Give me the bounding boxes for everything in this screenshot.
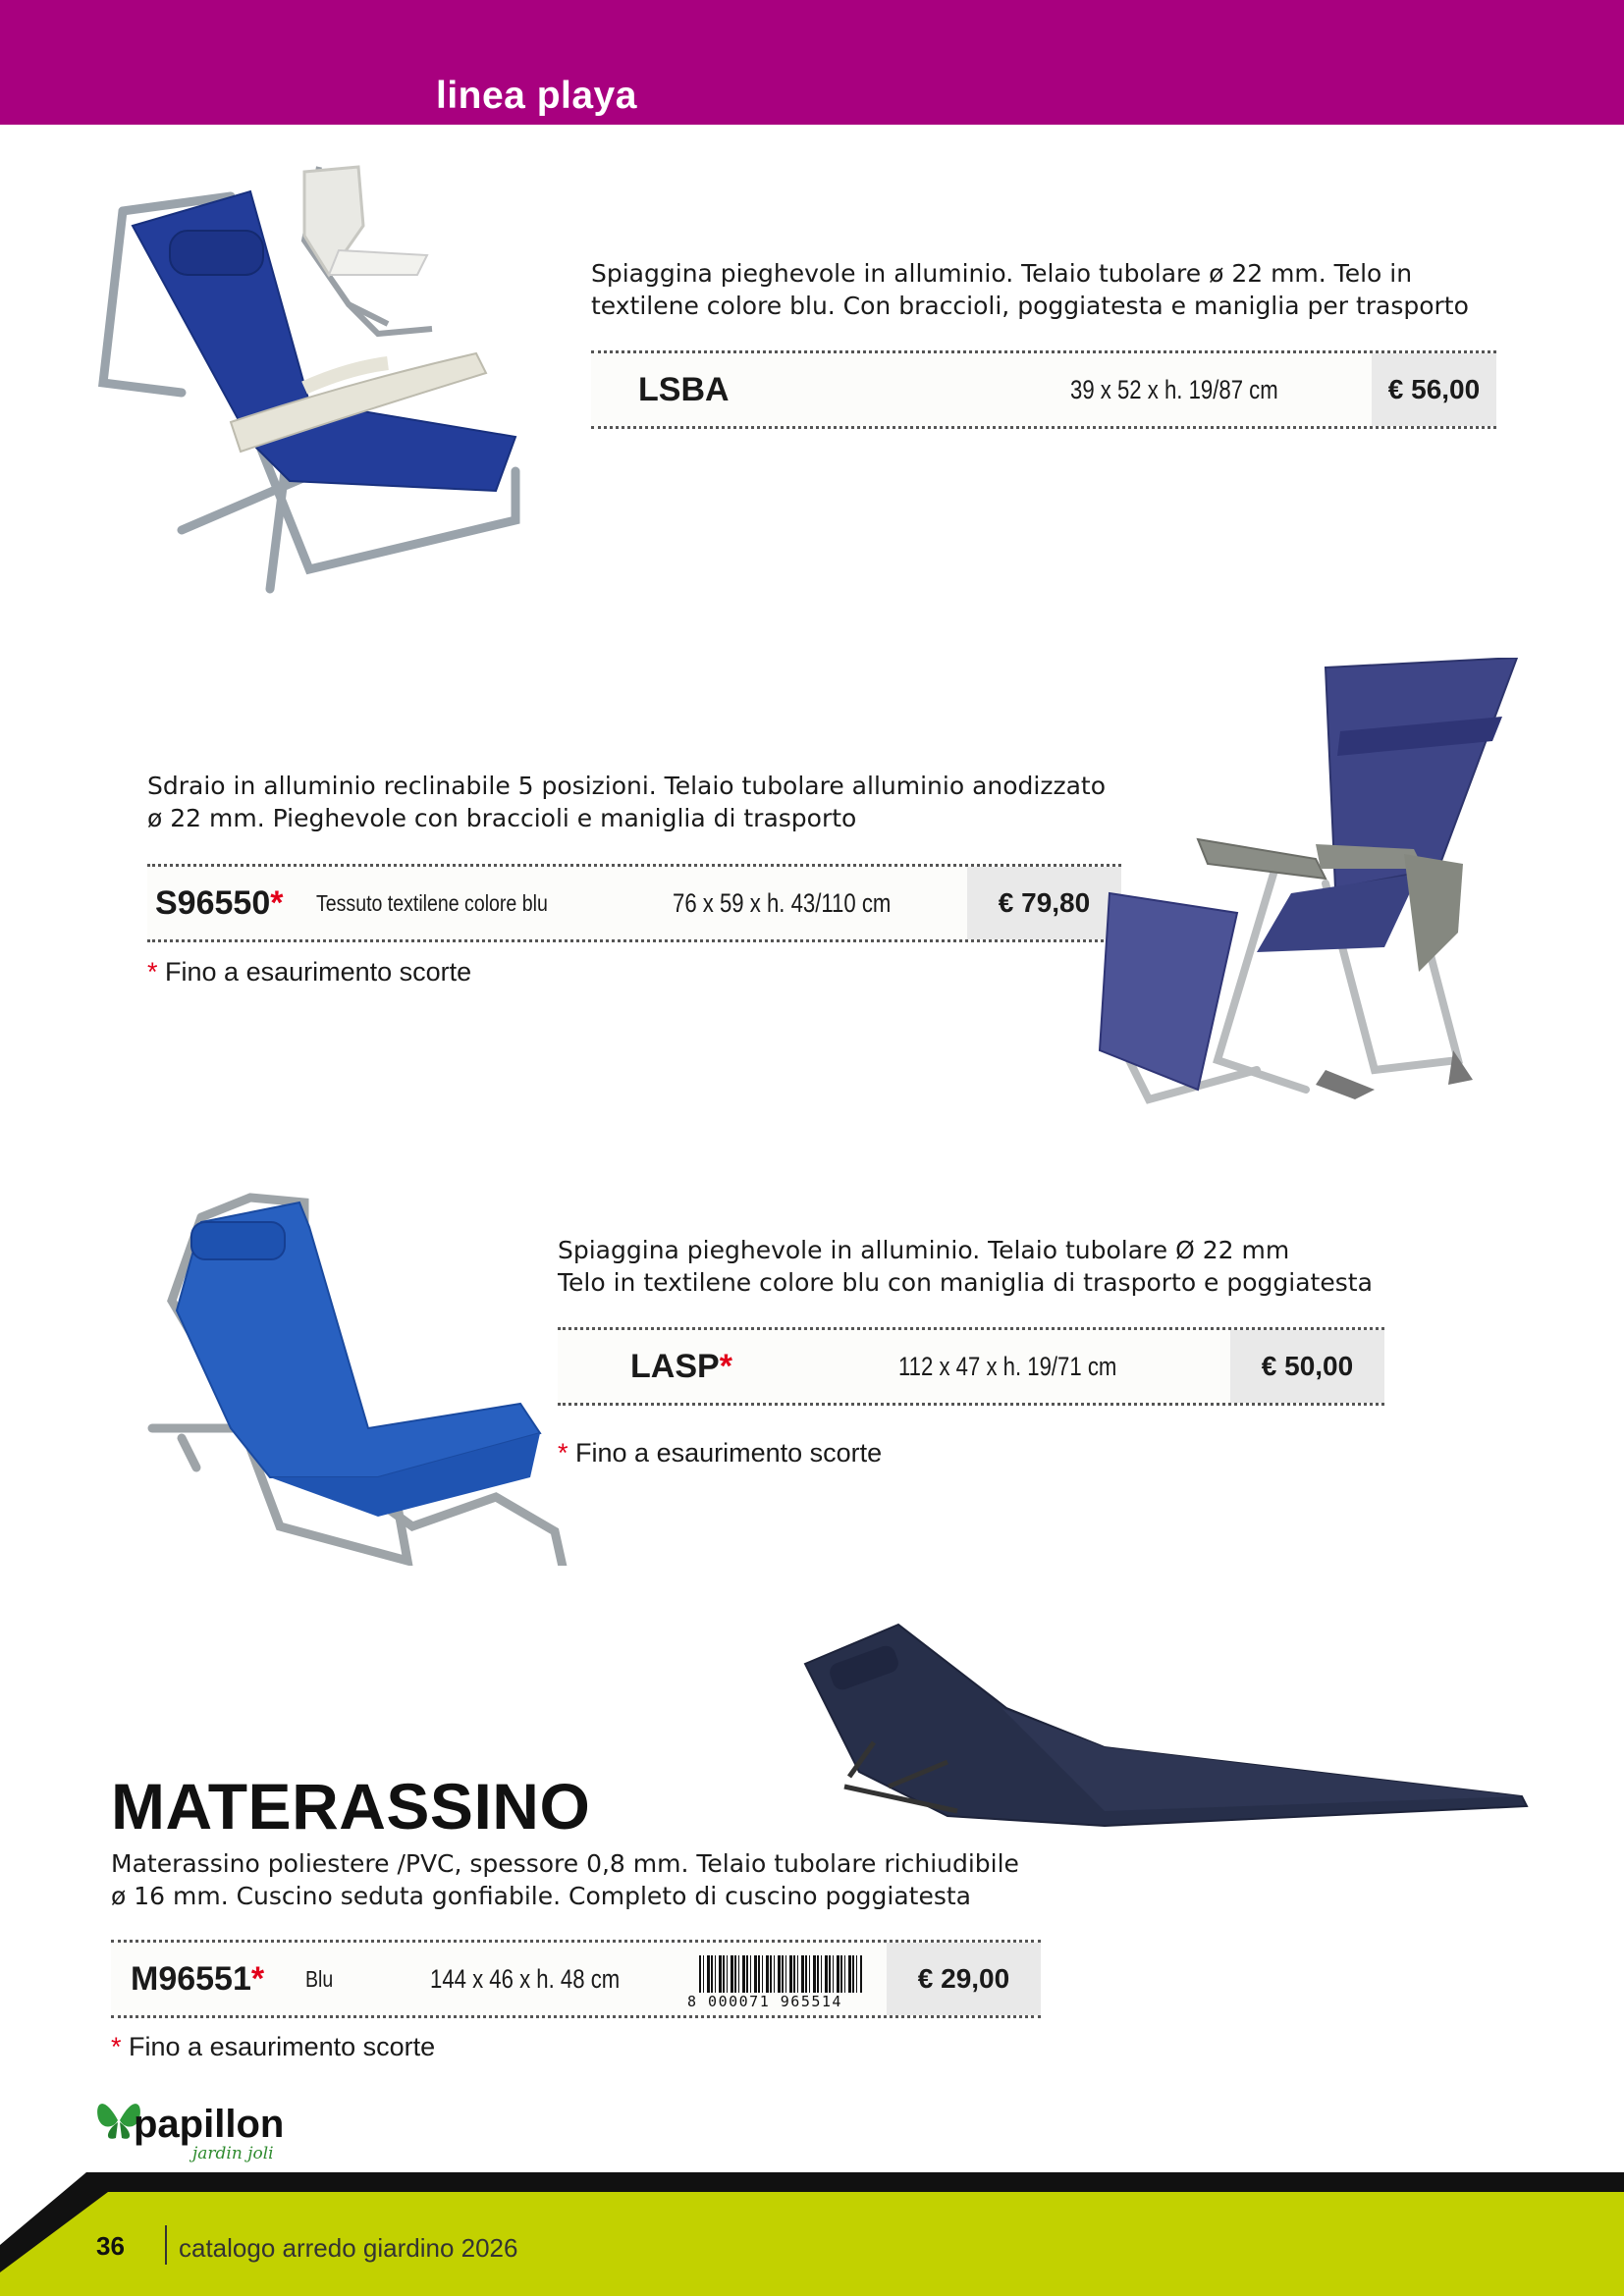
product-row-s96550: [147, 864, 1121, 942]
product-description: Sdraio in alluminio reclinabile 5 posizioni. Telaio tubolare alluminio anodizzato ø 22 mm. Pieghevole con braccioli e maniglia di trasporto: [147, 772, 1107, 832]
product-price: € 29,00: [887, 1943, 1041, 2015]
availability-asterisk: *: [719, 1347, 732, 1385]
product-code: LSBA: [638, 370, 730, 408]
product-code: S96550: [155, 883, 271, 922]
logo-tagline: jardin joli: [192, 2144, 274, 2163]
stock-note-text: Fino a esaurimento scorte: [165, 957, 472, 987]
barcode-bars: [699, 1955, 862, 1993]
header-bar: [0, 0, 1624, 125]
barcode-number: 8 000071 965514: [687, 1993, 842, 2010]
product-row-m96551: [111, 1940, 1041, 2018]
product-dimensions: 144 x 46 x h. 48 cm: [430, 1963, 621, 1994]
availability-asterisk: *: [250, 1959, 265, 1998]
product-dimensions: 76 x 59 x h. 43/110 cm: [673, 887, 892, 918]
materassino-title: MATERASSINO: [111, 1770, 591, 1842]
availability-asterisk: *: [558, 1438, 568, 1468]
availability-asterisk: *: [270, 883, 284, 922]
product-code: M96551: [131, 1959, 251, 1998]
stock-note-text: Fino a esaurimento scorte: [129, 2032, 436, 2061]
beach-chair-lasp-image: [142, 1183, 584, 1566]
product-fabric: Tessuto textilene colore blu: [316, 889, 548, 916]
product-dimensions: 39 x 52 x h. 19/87 cm: [1070, 374, 1278, 404]
beach-chair-lsba-image: [93, 157, 574, 599]
page-number: 36: [96, 2231, 125, 2261]
catalog-title: catalogo arredo giardino 2026: [179, 2233, 518, 2263]
beach-mat-m96551-image: [800, 1615, 1532, 1855]
barcode: [687, 1955, 864, 2012]
section-title: linea playa: [436, 75, 637, 117]
product-price: € 50,00: [1230, 1330, 1384, 1403]
availability-asterisk: *: [111, 2032, 122, 2061]
product-row-lasp: [558, 1327, 1384, 1406]
stock-note: [111, 2032, 435, 2062]
stock-note: [147, 957, 471, 988]
product-row-lsba: [591, 350, 1496, 429]
product-price: € 79,80: [967, 867, 1121, 939]
availability-asterisk: *: [147, 957, 158, 987]
product-description: Materassino poliestere /PVC, spessore 0,8 mm. Telaio tubolare richiudibile ø 16 mm. Cuscino seduta gonfiabile. Completo di cuscino poggiatesta: [111, 1849, 1019, 1910]
papillon-logo: [94, 2089, 300, 2167]
product-code: LASP: [630, 1347, 720, 1385]
product-price: € 56,00: [1372, 353, 1496, 426]
product-description: Spiaggina pieghevole in alluminio. Telaio tubolare ø 22 mm. Telo in textilene colore blu. Con braccioli, poggiatesta e maniglia per trasporto: [591, 259, 1469, 320]
product-code-group: [131, 1943, 264, 2015]
product-description: Spiaggina pieghevole in alluminio. Telaio tubolare Ø 22 mm Telo in textilene colore blu con maniglia di trasporto e poggiatesta: [558, 1236, 1373, 1297]
recliner-s96550-image: [1080, 658, 1532, 1109]
product-code-group: [630, 1330, 732, 1403]
logo-name: papillon: [134, 2103, 285, 2146]
stock-note: [558, 1438, 882, 1468]
product-color: Blu: [305, 1965, 334, 1992]
stock-note-text: Fino a esaurimento scorte: [575, 1438, 883, 1468]
product-dimensions: 112 x 47 x h. 19/71 cm: [898, 1351, 1117, 1381]
product-code-group: [155, 867, 283, 939]
footer-divider: [165, 2225, 167, 2265]
